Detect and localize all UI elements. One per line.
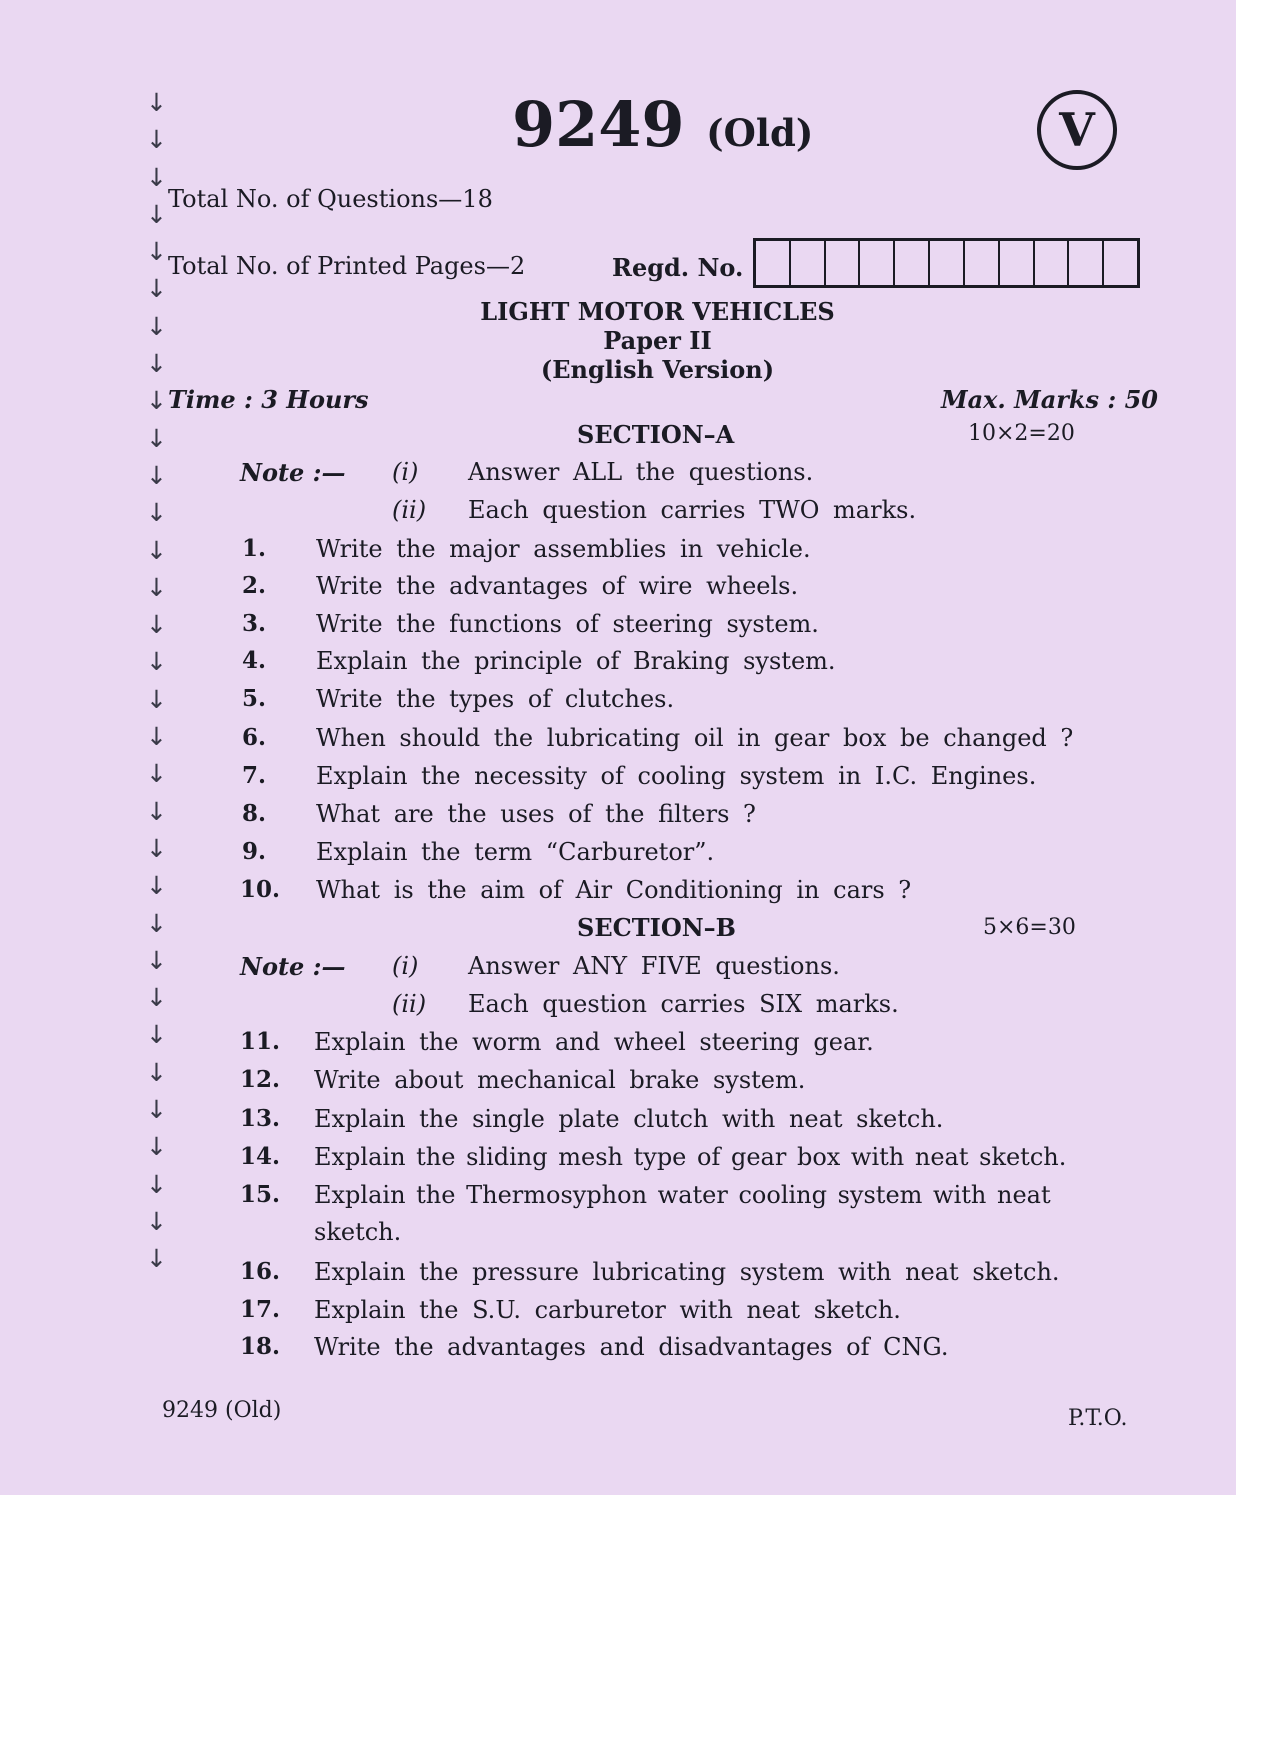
arrow-down-icon: ↓ xyxy=(146,1132,167,1162)
paper-number: Paper II xyxy=(603,326,712,355)
question-text: Write the functions of steering system. xyxy=(316,610,819,638)
question-number: 2. xyxy=(242,572,267,599)
arrow-down-icon: ↓ xyxy=(146,386,167,416)
section-a-note-label: Note :— xyxy=(240,458,346,487)
section-b-title: SECTION–B xyxy=(577,913,736,942)
question-number: 18. xyxy=(240,1333,281,1360)
question-text: Write about mechanical brake system. xyxy=(314,1066,806,1094)
arrow-down-icon: ↓ xyxy=(146,833,167,863)
max-marks: Max. Marks : 50 xyxy=(941,385,1159,414)
question-number: 15. xyxy=(240,1181,281,1208)
regd-no-label: Regd. No. xyxy=(612,253,744,282)
question-number: 8. xyxy=(242,800,267,827)
arrow-down-icon: ↓ xyxy=(146,1095,167,1125)
arrow-down-icon: ↓ xyxy=(146,349,167,379)
note-marker: (i) xyxy=(392,952,419,980)
section-a-marks: 10×2=20 xyxy=(968,421,1075,446)
version-label: (English Version) xyxy=(540,355,775,384)
note-text: Each question carries TWO marks. xyxy=(468,496,917,524)
paper-code: 9249 (Old) xyxy=(512,88,814,161)
arrow-down-icon: ↓ xyxy=(146,871,167,901)
question-text: Write the major assemblies in vehicle. xyxy=(316,535,811,563)
arrow-down-icon: ↓ xyxy=(146,199,167,229)
question-text: Write the advantages of wire wheels. xyxy=(316,572,799,600)
arrow-down-icon: ↓ xyxy=(146,274,167,304)
note-text: Each question carries SIX marks. xyxy=(468,990,899,1018)
note-text: Answer ALL the questions. xyxy=(468,458,814,486)
question-number: 14. xyxy=(240,1143,281,1170)
question-text: Explain the S.U. carburetor with neat sketch. xyxy=(314,1296,901,1324)
arrow-down-icon: ↓ xyxy=(146,162,167,192)
arrow-down-icon: ↓ xyxy=(146,237,167,267)
total-questions: Total No. of Questions—18 xyxy=(168,185,493,213)
note-marker: (ii) xyxy=(392,990,427,1018)
question-text: What are the uses of the filters ? xyxy=(316,800,756,828)
arrow-down-icon: ↓ xyxy=(146,88,167,117)
note-marker: (ii) xyxy=(392,496,427,524)
question-text: When should the lubricating oil in gear box be changed ? xyxy=(316,724,1074,752)
section-b-marks: 5×6=30 xyxy=(983,915,1076,940)
question-number: 9. xyxy=(242,838,267,865)
arrow-down-icon: ↓ xyxy=(146,983,167,1013)
note-text: Answer ANY FIVE questions. xyxy=(468,952,840,980)
arrow-down-icon: ↓ xyxy=(146,945,167,975)
arrow-down-icon: ↓ xyxy=(146,684,167,714)
arrow-down-icon: ↓ xyxy=(146,610,167,640)
arrow-down-icon: ↓ xyxy=(146,1020,167,1050)
arrow-down-icon: ↓ xyxy=(146,759,167,789)
arrow-down-icon: ↓ xyxy=(146,647,167,677)
total-printed-pages: Total No. of Printed Pages—2 xyxy=(168,252,526,280)
arrow-down-icon: ↓ xyxy=(146,460,167,490)
question-text: Explain the single plate clutch with neat sketch. xyxy=(314,1105,944,1133)
question-text: Explain the pressure lubricating system with neat sketch. xyxy=(314,1258,1060,1286)
footer-paper-code: 9249 (Old) xyxy=(162,1398,282,1423)
question-text-continued: sketch. xyxy=(314,1218,402,1246)
version-badge: V xyxy=(1037,90,1117,170)
question-number: 5. xyxy=(242,685,267,712)
footer-pto: P.T.O. xyxy=(1068,1406,1128,1431)
section-a-title: SECTION–A xyxy=(577,420,735,449)
arrow-down-icon: ↓ xyxy=(146,1169,167,1199)
arrow-down-icon: ↓ xyxy=(146,1244,167,1274)
question-number: 17. xyxy=(240,1296,281,1323)
question-number: 11. xyxy=(240,1028,281,1055)
time-allowed: Time : 3 Hours xyxy=(168,385,369,414)
arrow-down-icon: ↓ xyxy=(146,125,167,155)
note-marker: (i) xyxy=(392,458,419,486)
question-text: Explain the sliding mesh type of gear box with neat sketch. xyxy=(314,1143,1067,1171)
arrow-down-icon: ↓ xyxy=(146,535,167,565)
arrow-down-icon: ↓ xyxy=(146,311,167,341)
question-text: Explain the worm and wheel steering gear. xyxy=(314,1028,874,1056)
question-number: 4. xyxy=(242,647,267,674)
question-text: Explain the Thermosyphon water cooling system with neat xyxy=(314,1181,1051,1209)
arrow-down-icon: ↓ xyxy=(146,908,167,938)
subject-title: LIGHT MOTOR VEHICLES xyxy=(480,297,835,326)
question-number: 12. xyxy=(240,1066,281,1093)
arrow-down-icon: ↓ xyxy=(146,572,167,602)
question-text: Explain the term “Carburetor”. xyxy=(316,838,715,866)
arrow-down-icon: ↓ xyxy=(146,796,167,826)
question-number: 1. xyxy=(242,535,267,562)
question-number: 16. xyxy=(240,1258,281,1285)
question-number: 10. xyxy=(240,876,281,903)
arrow-down-icon: ↓ xyxy=(146,498,167,528)
question-text: Explain the necessity of cooling system in I.C. Engines. xyxy=(316,762,1037,790)
section-b-note-label: Note :— xyxy=(240,952,346,981)
arrow-down-icon: ↓ xyxy=(146,722,167,752)
question-text: Write the advantages and disadvantages of CNG. xyxy=(314,1333,949,1361)
arrow-down-icon: ↓ xyxy=(146,1057,167,1087)
regd-number-boxes[interactable] xyxy=(753,238,1140,288)
question-text: Write the types of clutches. xyxy=(316,685,675,713)
question-text: Explain the principle of Braking system. xyxy=(316,647,836,675)
question-number: 13. xyxy=(240,1105,281,1132)
arrow-down-icon: ↓ xyxy=(146,423,167,453)
question-number: 7. xyxy=(242,762,267,789)
margin-arrow-column xyxy=(146,84,167,1278)
question-number: 3. xyxy=(242,610,267,637)
arrow-down-icon: ↓ xyxy=(146,1206,167,1236)
question-number: 6. xyxy=(242,724,267,751)
question-text: What is the aim of Air Conditioning in cars ? xyxy=(316,876,912,904)
